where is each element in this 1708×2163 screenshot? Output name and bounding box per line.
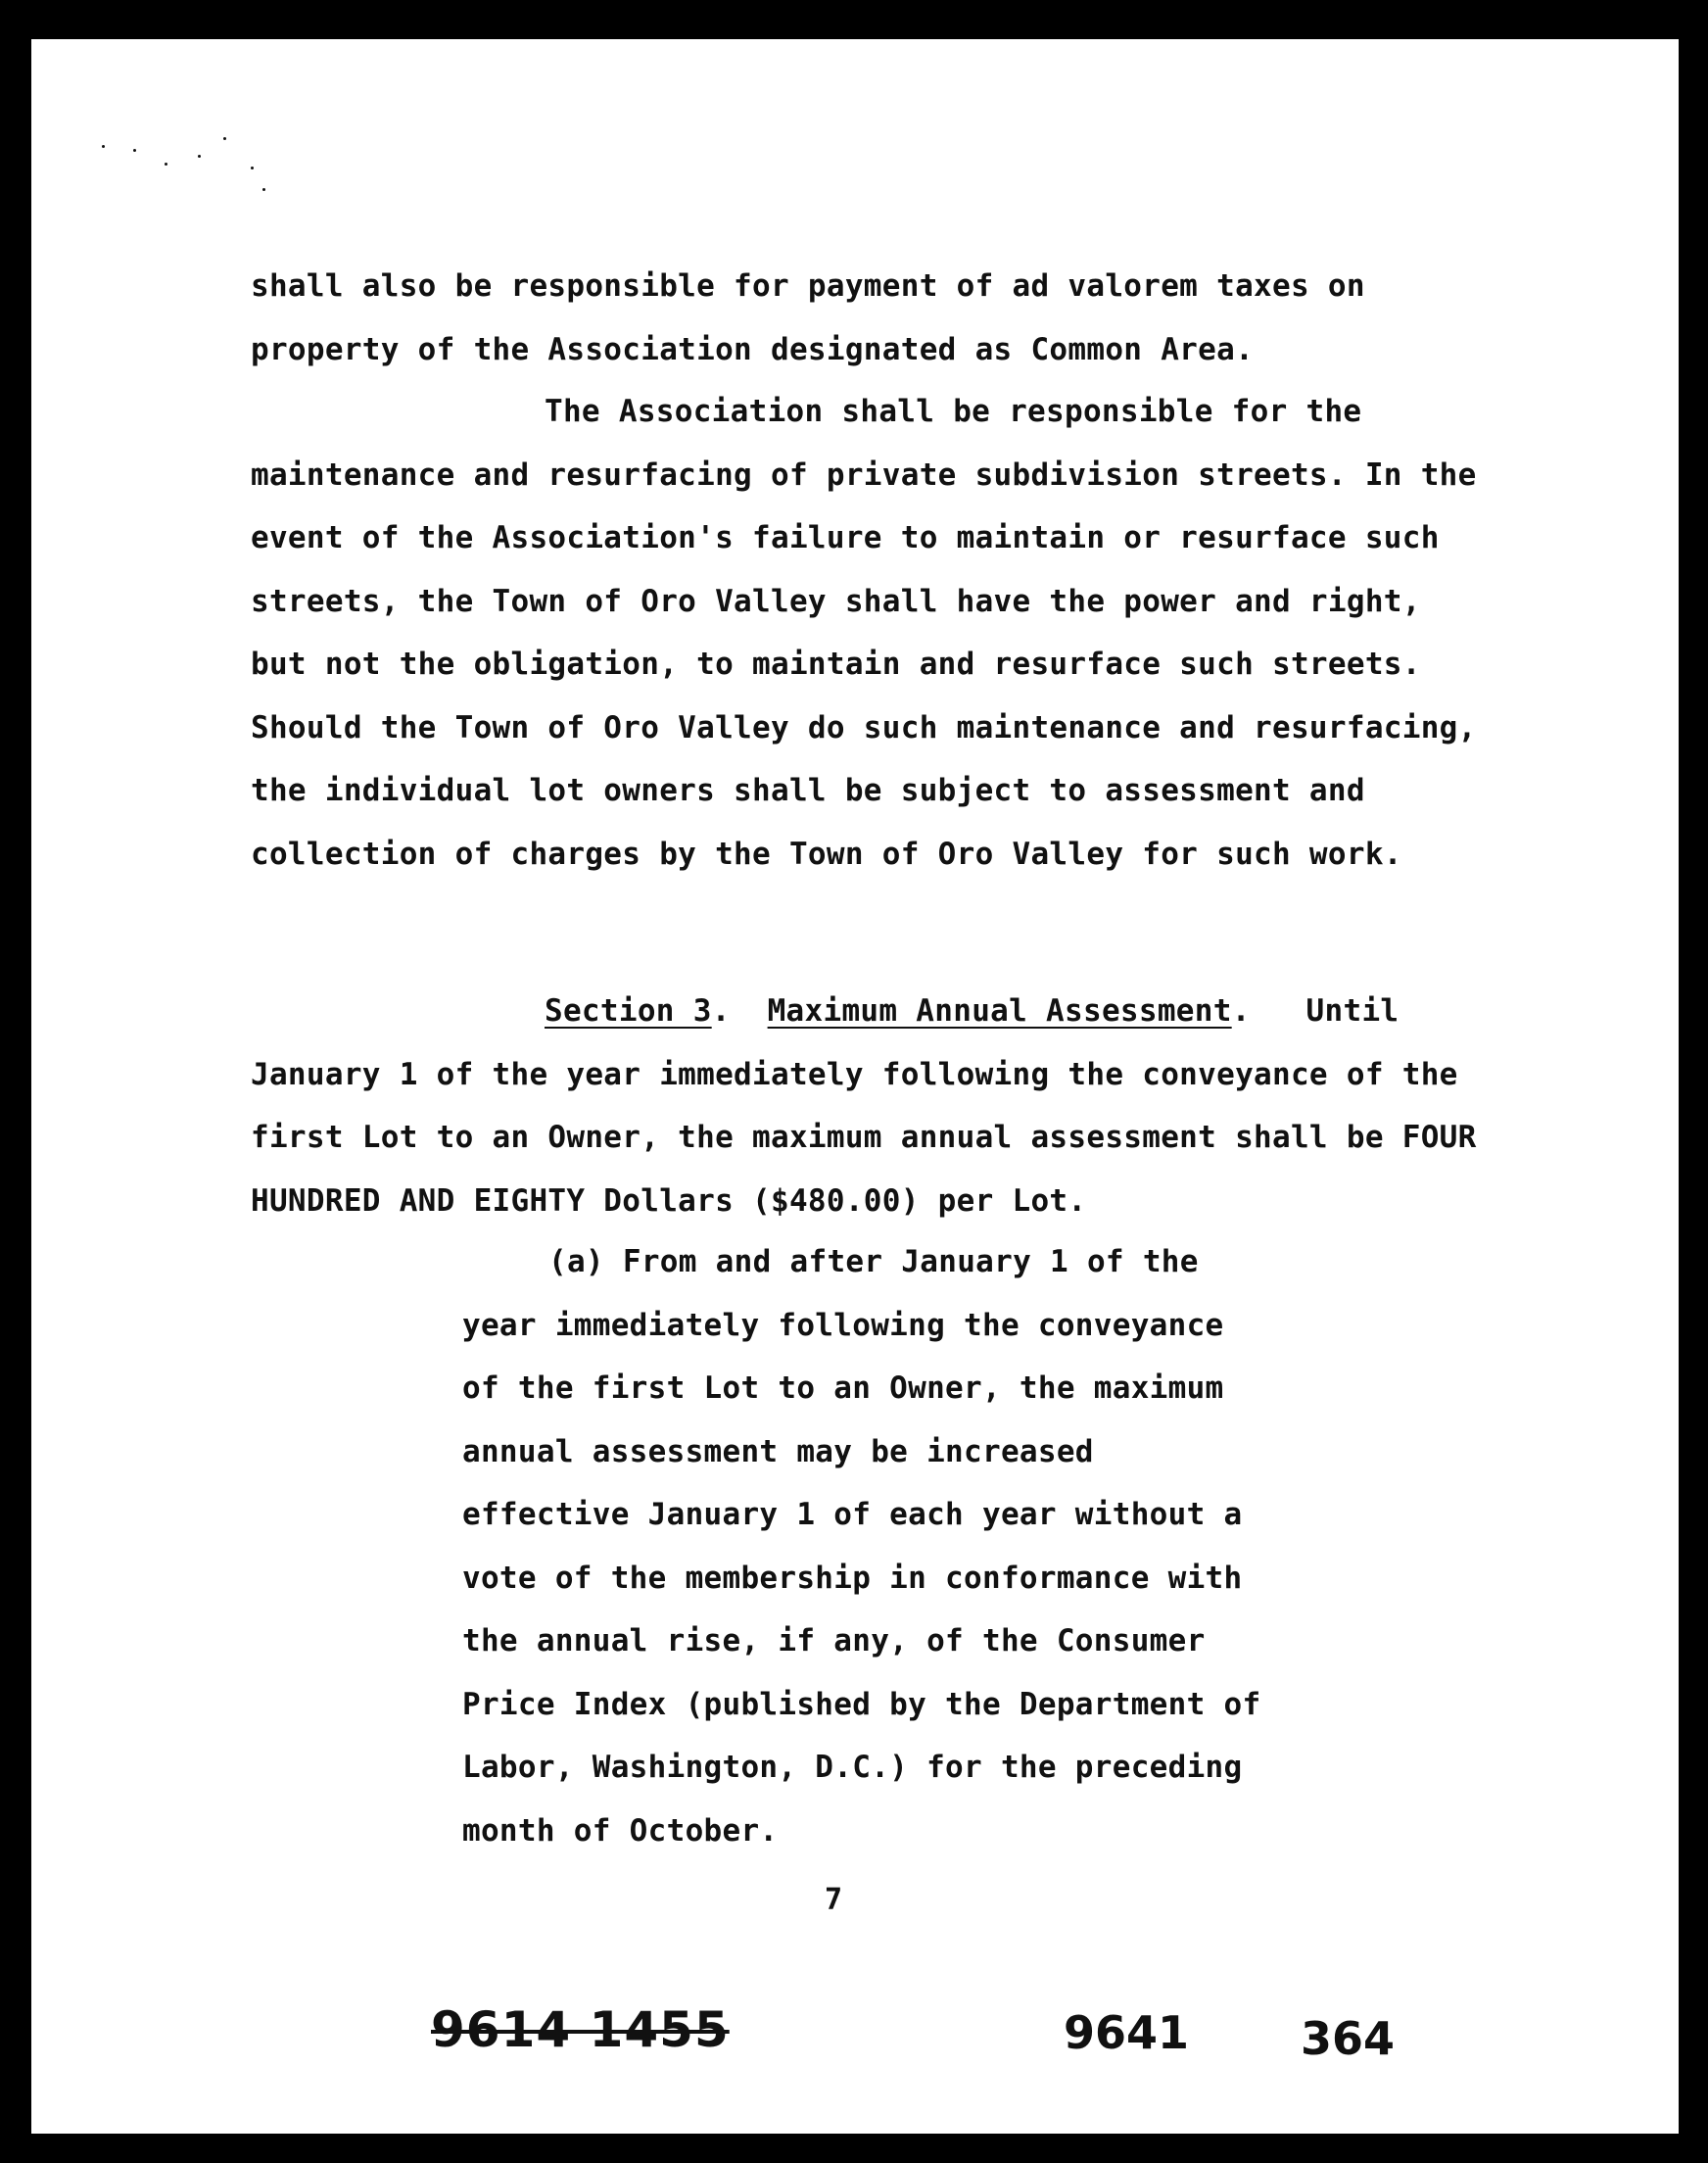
page-top-edge <box>443 39 1006 78</box>
scan-speck <box>223 137 226 140</box>
paragraph-section-3: Section 3. Maximum Annual Assessment. Until January 1 of the year immediately following the conveyance of the first Lot to an Owner, the maximum annual assessment shall be FOUR HUNDRED AND EIGHTY Dollars ($480.00) per Lot. <box>251 993 1477 1219</box>
scan-speck <box>198 155 201 158</box>
document-page <box>31 39 1679 2134</box>
paragraph-subsection-a: (a) From and after January 1 of the year immediately following the conveyance of the first Lot to an Owner, the maximum annual assessment may be increased effective January 1 of each year without a vote of the membership in conformance with the annual rise, if any, of the Consumer Price Index (published by the Department of Labor, Washington, D.C.) for the preceding month of October. <box>462 1244 1261 1849</box>
recording-docket-number: 9641 <box>1064 2006 1190 2059</box>
page-number: 7 <box>825 1883 843 1917</box>
scan-speck <box>165 163 167 166</box>
scan-speck <box>102 145 105 148</box>
section-number: Section 3 <box>545 993 712 1029</box>
struck-recording-reference: 9614 1455 <box>431 2001 730 2058</box>
paragraph-ad-valorem-taxes: shall also be responsible for payment of ad valorem taxes on property of the Association designated as Common Area. <box>251 268 1365 367</box>
scan-speck <box>251 167 254 169</box>
section-heading: Maximum Annual Assessment <box>767 993 1232 1029</box>
paragraph-street-maintenance: The Association shall be responsible for the maintenance and resurfacing of private subdivision streets. In the event of the Association's failure to maintain or resurface such streets, the Town of Oro Valley shall have the power and right, but not the obligation, to maintain and resurface such streets. Should the Town of Oro Valley do such maintenance and resurfacing, the individual lot owners shall be subject to assessment and collection of charges by the Town of Oro Valley for such work. <box>251 394 1477 872</box>
recording-page-number: 364 <box>1301 2012 1396 2065</box>
section-3-body: Until January 1 of the year immediately following the conveyance of the first Lot to an Owner, the maximum annual assessment shall be FOUR HUNDRED AND EIGHTY Dollars ($480.00) per Lot. <box>251 993 1477 1219</box>
scan-speck <box>133 149 136 152</box>
scan-speck <box>262 188 265 191</box>
